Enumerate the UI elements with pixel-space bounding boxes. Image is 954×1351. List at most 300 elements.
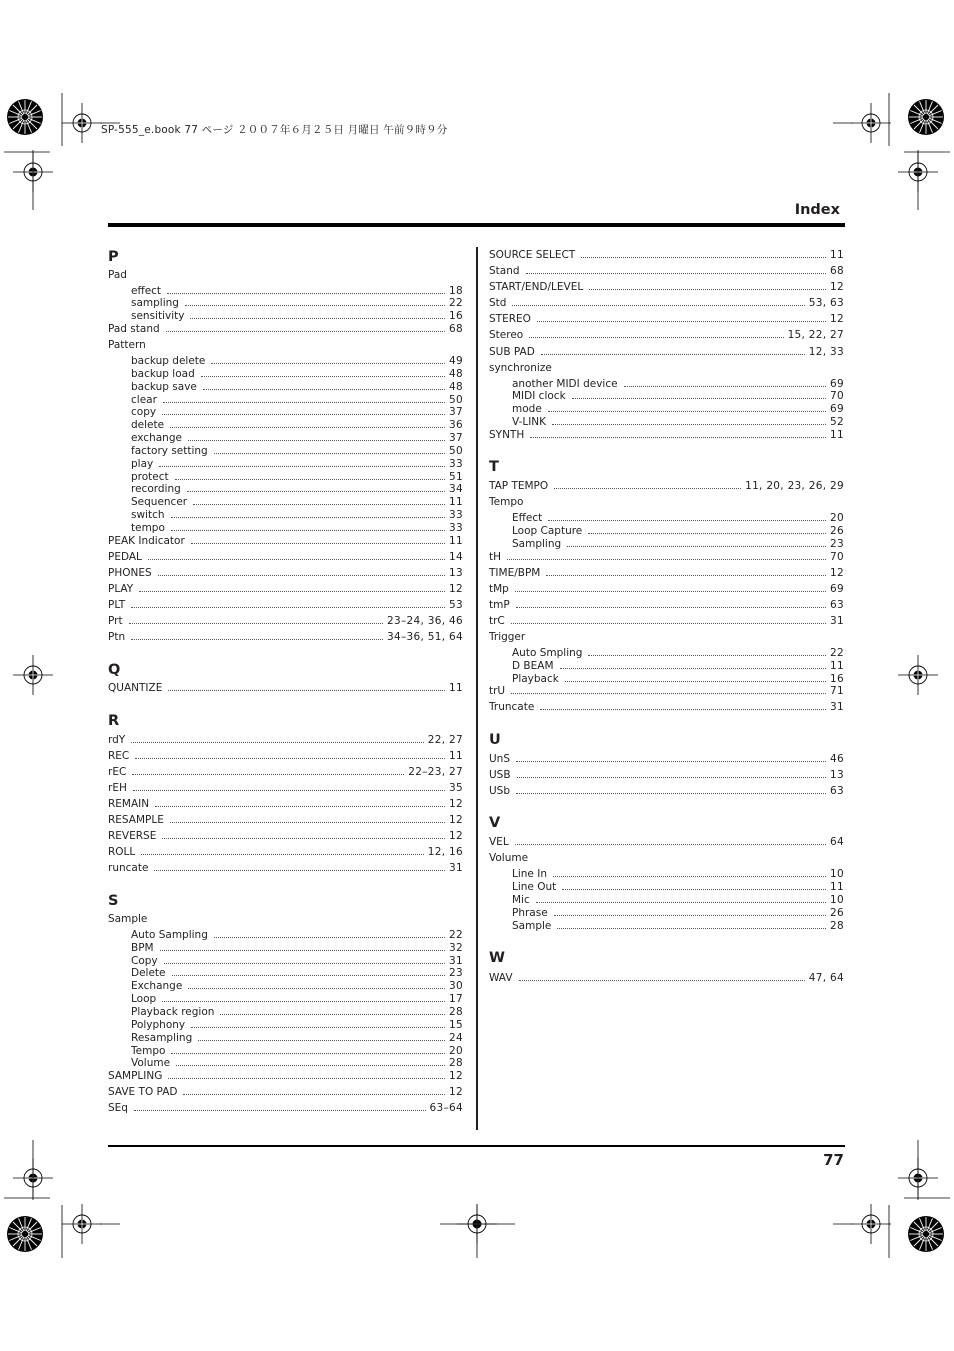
entry-label: PEDAL xyxy=(108,551,142,563)
entry-page-numbers: 33 xyxy=(449,509,463,521)
dot-leader xyxy=(129,623,383,624)
entry-label: SOURCE SELECT xyxy=(489,249,576,261)
entry-page-numbers: 11, 20, 23, 26, 29 xyxy=(745,480,844,492)
index-subentry xyxy=(512,390,844,402)
dot-leader xyxy=(548,520,826,521)
index-entry xyxy=(489,599,844,611)
entry-label: rdY xyxy=(108,734,126,746)
entry-page-numbers: 31 xyxy=(830,701,844,713)
index-subentry xyxy=(131,522,463,534)
index-section-letter: W xyxy=(489,950,505,966)
dot-leader xyxy=(198,1040,445,1041)
dot-leader xyxy=(171,1053,445,1054)
entry-label: USb xyxy=(489,785,511,797)
entry-page-numbers: 14 xyxy=(449,551,463,563)
entry-label: Sampling xyxy=(512,538,562,550)
entry-label: PEAK Indicator xyxy=(108,535,185,547)
dot-leader xyxy=(560,668,827,669)
dot-leader xyxy=(187,491,445,492)
dot-leader xyxy=(516,761,826,762)
entry-page-numbers: 12 xyxy=(449,798,463,810)
entry-label: REMAIN xyxy=(108,798,150,810)
entry-label: synchronize xyxy=(489,362,552,374)
entry-label: tH xyxy=(489,551,502,563)
entry-page-numbers: 34 xyxy=(449,483,463,495)
dot-leader xyxy=(211,363,445,364)
entry-page-numbers: 63–64 xyxy=(429,1102,463,1114)
footer-rule xyxy=(108,1145,845,1147)
index-entry xyxy=(489,346,844,358)
entry-page-numbers: 47, 64 xyxy=(808,972,844,984)
dot-leader xyxy=(131,639,383,640)
index-entry xyxy=(108,750,463,762)
index-entry xyxy=(108,583,463,595)
entry-label: runcate xyxy=(108,862,149,874)
entry-label: backup save xyxy=(131,381,197,393)
entry-label: trU xyxy=(489,685,506,697)
entry-page-numbers: 28 xyxy=(449,1006,463,1018)
index-subentry xyxy=(512,647,844,659)
entry-label: backup delete xyxy=(131,355,206,367)
entry-page-numbers: 69 xyxy=(830,583,844,595)
index-subentry xyxy=(512,525,844,537)
entry-label: mode xyxy=(512,403,542,415)
entry-page-numbers: 35 xyxy=(449,782,463,794)
entry-page-numbers: 63 xyxy=(830,785,844,797)
entry-label: QUANTIZE xyxy=(108,682,163,694)
dot-leader xyxy=(519,980,805,981)
entry-label: play xyxy=(131,458,154,470)
dot-leader xyxy=(203,389,445,390)
entry-page-numbers: 17 xyxy=(449,993,463,1005)
entry-label: Loop Capture xyxy=(512,525,583,537)
index-subentry xyxy=(131,1019,463,1031)
index-subentry xyxy=(512,403,844,415)
entry-label: WAV xyxy=(489,972,513,984)
entry-label: USB xyxy=(489,769,511,781)
entry-label: RESAMPLE xyxy=(108,814,164,826)
index-entry xyxy=(489,281,844,293)
entry-label: SAVE TO PAD xyxy=(108,1086,178,1098)
entry-label: Auto Sampling xyxy=(131,929,208,941)
index-entry xyxy=(489,362,844,374)
index-subentry xyxy=(131,432,463,444)
entry-page-numbers: 36 xyxy=(449,419,463,431)
column-divider xyxy=(476,247,478,1130)
entry-page-numbers: 34–36, 51, 64 xyxy=(387,631,463,643)
entry-label: factory setting xyxy=(131,445,208,457)
index-entry xyxy=(108,1102,463,1114)
entry-label: ROLL xyxy=(108,846,136,858)
index-entry xyxy=(489,685,844,697)
index-subentry xyxy=(131,509,463,521)
dot-leader xyxy=(176,1065,445,1066)
index-section-letter: Q xyxy=(108,662,121,678)
entry-page-numbers: 16 xyxy=(449,310,463,322)
index-subentry xyxy=(512,378,844,390)
entry-page-numbers: 12 xyxy=(449,830,463,842)
dot-leader xyxy=(191,543,445,544)
dot-leader xyxy=(557,928,826,929)
entry-label: Sequencer xyxy=(131,496,188,508)
entry-label: Mic xyxy=(512,894,530,906)
index-entry xyxy=(108,798,463,810)
entry-page-numbers: 46 xyxy=(830,753,844,765)
dot-leader xyxy=(164,963,445,964)
index-subentry xyxy=(131,929,463,941)
index-entry xyxy=(108,269,463,281)
dot-leader xyxy=(540,709,826,710)
entry-label: Sample xyxy=(512,920,552,932)
index-subentry xyxy=(131,394,463,406)
entry-label: Tempo xyxy=(131,1045,166,1057)
entry-page-numbers: 12, 33 xyxy=(808,346,844,358)
entry-label: Stereo xyxy=(489,329,524,341)
entry-page-numbers: 50 xyxy=(449,445,463,457)
dot-leader xyxy=(572,398,826,399)
index-entry xyxy=(108,913,463,925)
dot-leader xyxy=(168,1078,445,1079)
dot-leader xyxy=(588,655,826,656)
entry-page-numbers: 71 xyxy=(830,685,844,697)
dot-leader xyxy=(554,915,826,916)
entry-page-numbers: 52 xyxy=(830,416,844,428)
entry-label: Truncate xyxy=(489,701,535,713)
dot-leader xyxy=(175,479,445,480)
dot-leader xyxy=(162,1001,445,1002)
entry-page-numbers: 23–24, 36, 46 xyxy=(387,615,463,627)
index-entry xyxy=(489,480,844,492)
entry-page-numbers: 13 xyxy=(449,567,463,579)
index-entry xyxy=(108,830,463,842)
entry-page-numbers: 16 xyxy=(830,673,844,685)
entry-label: delete xyxy=(131,419,165,431)
index-entry xyxy=(489,769,844,781)
index-entry xyxy=(108,782,463,794)
entry-label: Auto Smpling xyxy=(512,647,583,659)
index-subentry xyxy=(131,1057,463,1069)
index-entry xyxy=(108,323,463,335)
entry-page-numbers: 53 xyxy=(449,599,463,611)
entry-page-numbers: 12 xyxy=(449,1086,463,1098)
entry-page-numbers: 11 xyxy=(449,750,463,762)
index-section-letter: U xyxy=(489,732,501,748)
dot-leader xyxy=(162,414,445,415)
dot-leader xyxy=(159,466,445,467)
entry-label: Polyphony xyxy=(131,1019,186,1031)
dot-leader xyxy=(131,607,445,608)
entry-page-numbers: 12 xyxy=(830,567,844,579)
entry-label: another MIDI device xyxy=(512,378,618,390)
dot-leader xyxy=(526,273,826,274)
index-subentry xyxy=(512,868,844,880)
dot-leader xyxy=(132,774,404,775)
print-info-slug: SP-555_e.book 77 ページ ２００７年６月２５日 月曜日 午前９時９分 xyxy=(101,124,448,136)
entry-label: SUB PAD xyxy=(489,346,535,358)
entry-label: Playback xyxy=(512,673,559,685)
entry-label: Sample xyxy=(108,913,148,925)
entry-page-numbers: 12 xyxy=(449,814,463,826)
dot-leader xyxy=(512,305,804,306)
dot-leader xyxy=(541,354,805,355)
dot-leader xyxy=(134,1110,426,1111)
dot-leader xyxy=(185,305,445,306)
entry-page-numbers: 26 xyxy=(830,907,844,919)
dot-leader xyxy=(567,546,826,547)
entry-page-numbers: 37 xyxy=(449,432,463,444)
entry-label: Line In xyxy=(512,868,547,880)
dot-leader xyxy=(133,790,445,791)
index-entry xyxy=(108,846,463,858)
index-entry xyxy=(489,852,844,864)
entry-page-numbers: 68 xyxy=(449,323,463,335)
dot-leader xyxy=(172,975,446,976)
index-entry xyxy=(108,339,463,351)
index-subentry xyxy=(512,673,844,685)
entry-label: V-LINK xyxy=(512,416,547,428)
entry-label: Volume xyxy=(489,852,529,864)
entry-page-numbers: 20 xyxy=(830,512,844,524)
dot-leader xyxy=(167,293,445,294)
index-entry xyxy=(489,551,844,563)
index-entry xyxy=(108,615,463,627)
entry-label: copy xyxy=(131,406,157,418)
entry-page-numbers: 28 xyxy=(449,1057,463,1069)
dot-leader xyxy=(554,488,741,489)
entry-label: Effect xyxy=(512,512,543,524)
index-subentry xyxy=(512,894,844,906)
dot-leader xyxy=(162,838,445,839)
index-subentry xyxy=(131,993,463,1005)
index-entry xyxy=(489,496,844,508)
dot-leader xyxy=(214,453,445,454)
index-entry xyxy=(489,836,844,848)
entry-label: Exchange xyxy=(131,980,183,992)
entry-page-numbers: 70 xyxy=(830,551,844,563)
entry-label: Volume xyxy=(131,1057,171,1069)
entry-label: Pad xyxy=(108,269,127,281)
entry-label: START/END/LEVEL xyxy=(489,281,584,293)
entry-page-numbers: 24 xyxy=(449,1032,463,1044)
dot-leader xyxy=(515,591,826,592)
index-entry xyxy=(108,567,463,579)
entry-label: effect xyxy=(131,285,162,297)
entry-label: D BEAM xyxy=(512,660,554,672)
entry-page-numbers: 64 xyxy=(830,836,844,848)
dot-leader xyxy=(536,902,826,903)
entry-label: SEq xyxy=(108,1102,128,1114)
index-entry xyxy=(108,551,463,563)
entry-page-numbers: 12 xyxy=(449,583,463,595)
index-entry xyxy=(489,429,844,441)
entry-label: REVERSE xyxy=(108,830,157,842)
entry-page-numbers: 33 xyxy=(449,522,463,534)
dot-leader xyxy=(163,402,445,403)
dot-leader xyxy=(135,758,445,759)
index-subentry xyxy=(131,458,463,470)
entry-label: Playback region xyxy=(131,1006,215,1018)
entry-label: SYNTH xyxy=(489,429,525,441)
index-entry xyxy=(108,1086,463,1098)
index-subentry xyxy=(131,1006,463,1018)
index-subentry xyxy=(512,416,844,428)
entry-page-numbers: 22 xyxy=(830,647,844,659)
entry-label: Loop xyxy=(131,993,157,1005)
dot-leader xyxy=(166,331,445,332)
entry-page-numbers: 32 xyxy=(449,942,463,954)
index-entry xyxy=(489,785,844,797)
index-subentry xyxy=(131,967,463,979)
dot-leader xyxy=(158,575,445,576)
entry-label: SAMPLING xyxy=(108,1070,163,1082)
page-number: 77 xyxy=(823,1151,844,1169)
dot-leader xyxy=(516,607,826,608)
dot-leader xyxy=(191,1027,445,1028)
dot-leader xyxy=(588,533,826,534)
entry-page-numbers: 11 xyxy=(830,881,844,893)
dot-leader xyxy=(190,318,445,319)
entry-page-numbers: 31 xyxy=(449,955,463,967)
index-entry xyxy=(108,535,463,547)
dot-leader xyxy=(193,504,445,505)
dot-leader xyxy=(188,440,445,441)
index-entry xyxy=(489,265,844,277)
entry-page-numbers: 26 xyxy=(830,525,844,537)
index-subentry xyxy=(131,419,463,431)
index-entry xyxy=(108,1070,463,1082)
entry-label: sampling xyxy=(131,297,179,309)
index-entry xyxy=(108,862,463,874)
entry-page-numbers: 50 xyxy=(449,394,463,406)
entry-page-numbers: 63 xyxy=(830,599,844,611)
dot-leader xyxy=(515,844,826,845)
index-section-letter: P xyxy=(108,249,119,265)
dot-leader xyxy=(624,386,826,387)
index-entry xyxy=(489,701,844,713)
index-subentry xyxy=(131,368,463,380)
entry-label: tempo xyxy=(131,522,165,534)
entry-page-numbers: 70 xyxy=(830,390,844,402)
dot-leader xyxy=(529,337,783,338)
entry-label: tMp xyxy=(489,583,509,595)
index-entry xyxy=(489,972,844,984)
index-subentry xyxy=(131,445,463,457)
dot-leader xyxy=(552,424,826,425)
entry-page-numbers: 11 xyxy=(830,249,844,261)
index-entry xyxy=(489,313,844,325)
entry-page-numbers: 23 xyxy=(830,538,844,550)
index-subentry xyxy=(131,406,463,418)
index-entry xyxy=(108,734,463,746)
page-header-title: Index xyxy=(794,202,840,218)
entry-page-numbers: 22 xyxy=(449,297,463,309)
dot-leader xyxy=(188,988,445,989)
entry-label: BPM xyxy=(131,942,154,954)
entry-page-numbers: 11 xyxy=(830,660,844,672)
entry-label: TIME/BPM xyxy=(489,567,541,579)
entry-page-numbers: 69 xyxy=(830,378,844,390)
index-subentry xyxy=(131,381,463,393)
entry-label: UnS xyxy=(489,753,511,765)
entry-page-numbers: 37 xyxy=(449,406,463,418)
entry-page-numbers: 11 xyxy=(449,682,463,694)
dot-leader xyxy=(516,793,826,794)
entry-page-numbers: 28 xyxy=(830,920,844,932)
entry-page-numbers: 11 xyxy=(830,429,844,441)
entry-label: Stand xyxy=(489,265,520,277)
index-entry xyxy=(108,766,463,778)
dot-leader xyxy=(171,530,445,531)
entry-page-numbers: 53, 63 xyxy=(808,297,844,309)
entry-label: protect xyxy=(131,471,169,483)
index-entry xyxy=(489,753,844,765)
entry-label: sensitivity xyxy=(131,310,185,322)
entry-label: tmP xyxy=(489,599,510,611)
entry-label: Ptn xyxy=(108,631,126,643)
entry-label: MIDI clock xyxy=(512,390,566,402)
index-subentry xyxy=(131,980,463,992)
entry-page-numbers: 48 xyxy=(449,381,463,393)
dot-leader xyxy=(160,950,445,951)
entry-label: clear xyxy=(131,394,157,406)
entry-page-numbers: 11 xyxy=(449,496,463,508)
entry-page-numbers: 30 xyxy=(449,980,463,992)
dot-leader xyxy=(170,427,445,428)
index-column-right xyxy=(489,0,844,1351)
index-subentry xyxy=(512,907,844,919)
entry-label: Copy xyxy=(131,955,158,967)
entry-page-numbers: 22 xyxy=(449,929,463,941)
dot-leader xyxy=(154,870,445,871)
dot-leader xyxy=(168,690,445,691)
entry-page-numbers: 12 xyxy=(449,1070,463,1082)
entry-page-numbers: 51 xyxy=(449,471,463,483)
entry-label: PLT xyxy=(108,599,126,611)
entry-label: Prt xyxy=(108,615,123,627)
entry-label: Trigger xyxy=(489,631,526,643)
dot-leader xyxy=(517,777,826,778)
entry-label: TAP TEMPO xyxy=(489,480,549,492)
entry-page-numbers: 68 xyxy=(830,265,844,277)
entry-label: rEH xyxy=(108,782,127,794)
entry-page-numbers: 12, 16 xyxy=(427,846,463,858)
entry-label: VEL xyxy=(489,836,509,848)
entry-label: rEC xyxy=(108,766,127,778)
entry-page-numbers: 15, 22, 27 xyxy=(787,329,844,341)
entry-label: REC xyxy=(108,750,130,762)
entry-label: Delete xyxy=(131,967,166,979)
index-entry xyxy=(489,297,844,309)
entry-page-numbers: 15 xyxy=(449,1019,463,1031)
dot-leader xyxy=(148,559,445,560)
entry-label: Line Out xyxy=(512,881,557,893)
index-subentry xyxy=(131,1032,463,1044)
index-subentry xyxy=(131,285,463,297)
index-column-left xyxy=(108,0,463,1351)
index-subentry xyxy=(131,471,463,483)
dot-leader xyxy=(171,517,446,518)
dot-leader xyxy=(220,1014,445,1015)
index-subentry xyxy=(512,881,844,893)
entry-page-numbers: 18 xyxy=(449,285,463,297)
index-subentry xyxy=(131,955,463,967)
entry-page-numbers: 22–23, 27 xyxy=(408,766,463,778)
entry-page-numbers: 22, 27 xyxy=(427,734,463,746)
index-section-letter: T xyxy=(489,459,499,475)
dot-leader xyxy=(131,742,424,743)
index-subentry xyxy=(512,538,844,550)
index-entry xyxy=(108,599,463,611)
